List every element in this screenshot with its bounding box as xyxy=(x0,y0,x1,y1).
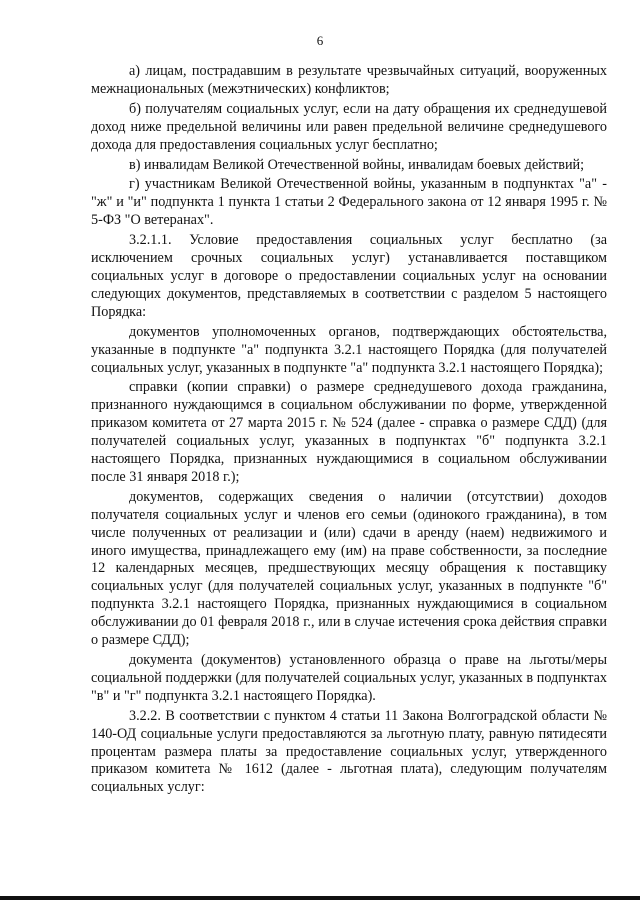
page-number: 6 xyxy=(316,33,324,48)
paragraph-income-documents: документов, содержащих сведения о наличии (отсутствии) доходов получателя социальных услуг и членов его семьи (одинокого гражданина), в том числе полученных от реализации и (или) сдачи в аренду (наем) недвижимого и иного имущества, принадлежащего ему (им) на праве собственности, за последние 12 календарных месяцев, предшествующих месяцу обращения к поставщику социальных услуг (для получателей социальных услуг, указанных в подпункте "б" подпункта 3.2.1 настоящего Порядка, признанных нуждающимися в социальном обслуживании до 01 февраля 2018 г., или в случае истечения срока действия справки о размере СДД); xyxy=(91,488,607,649)
paragraph-item-g: г) участникам Великой Отечественной войны, указанным в подпунктах "а" - "ж" и "и" подпункта 1 пункта 1 статьи 2 Федерального закона от 12 января 1995 г. № 5-ФЗ "О ветеранах". xyxy=(91,176,607,229)
paragraph-benefit-documents: документа (документов) установленного образца о праве на льготы/меры социальной поддержки (для получателей социальных услуг, указанных в подпунктах "в" и "г" подпункта 3.2.1 настоящего Порядка). xyxy=(91,652,607,704)
paragraph-authority-documents: документов уполномоченных органов, подтверждающих обстоятельства, указанные в подпункте "а" подпункта 3.2.1 настоящего Порядка (для получателей социальных услуг, указанных в подпункте "а" подпункта 3.2.1 настоящего Порядка); xyxy=(91,323,607,376)
paragraph-item-v: в) инвалидам Великой Отечественной войны, инвалидам боевых действий; xyxy=(129,156,585,173)
paragraph-item-a: а) лицам, пострадавшим в результате чрезвычайных ситуаций, вооруженных межнациональных (межэтнических) конфликтов; xyxy=(91,63,607,97)
document-body xyxy=(91,63,607,797)
paragraph-income-certificate: справки (копии справки) о размере среднедушевого дохода гражданина, признанного нуждающимся в социальном обслуживании по форме, утвержденной приказом комитета от 27 марта 2015 г. № 524 (далее - справка о размере СДД) (для получателей социальных услуг, указанных в подпунктах "б" подпункта 3.2.1 настоящего Порядка, признанных нуждающимися в социальном обслуживании после 31 января 2018 г.); xyxy=(91,379,607,485)
paragraph-item-b: б) получателям социальных услуг, если на дату обращения их среднедушевой доход ниже предельной величины или равен предельной величине среднедушевого дохода для предоставления социальных услуг бесплатно; xyxy=(91,100,607,153)
paragraph-3-2-2: 3.2.2. В соответствии с пунктом 4 статьи 11 Закона Волгоградской области № 140-ОД социальные услуги предоставляются за льготную плату, равную пятидесяти процентам размера платы за предоставление социальных услуг, утвержденного приказом комитета № 1612 (далее - льготная плата), следующим получателям социальных услуг: xyxy=(91,707,607,796)
scan-bottom-edge xyxy=(0,896,640,900)
paragraph-3-2-1-1: 3.2.1.1. Условие предоставления социальных услуг бесплатно (за исключением срочных социальных услуг) устанавливается поставщиком социальных услуг в договоре о предоставлении социальных услуг на основании следующих документов, представляемых в соответствии с разделом 5 настоящего Порядка: xyxy=(91,232,607,320)
